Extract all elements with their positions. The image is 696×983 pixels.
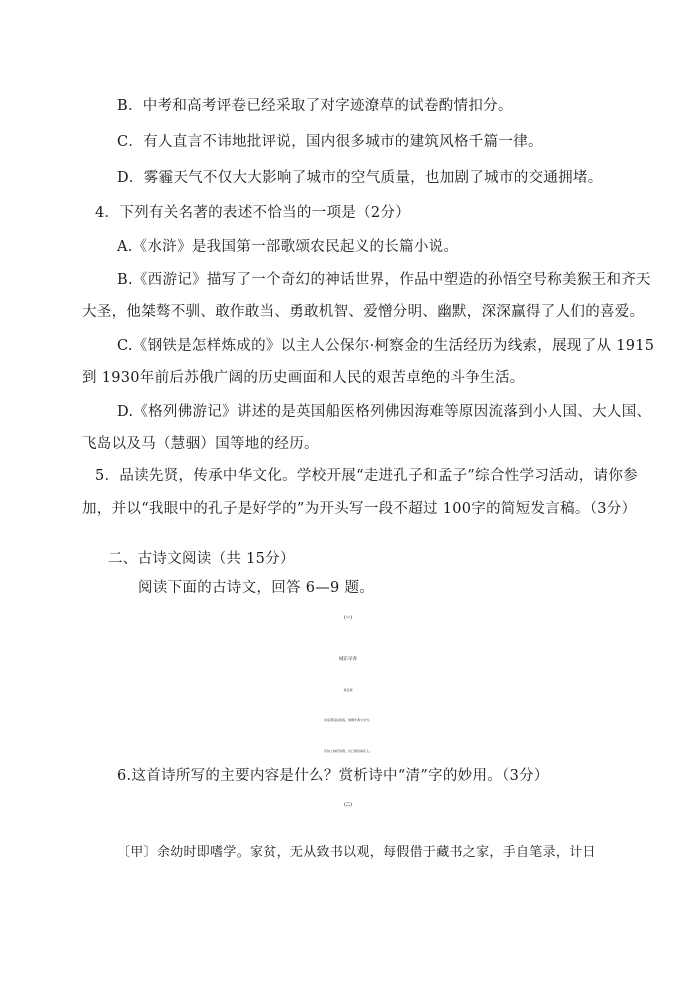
q4-option-c-line1: C.《钢铁是怎样炼成的》以主人公保尔·柯察金的生活经历为线索，展现了从 1915 (117, 338, 655, 354)
q6-question: 6.这首诗所写的主要内容是什么？赏析诗中“清”字的妙用。（3分） (117, 768, 549, 784)
q4-option-d-line1: D.《格列佛游记》讲述的是英国船医格列佛因海难等原因流落到小人国、大人国、 (117, 404, 652, 420)
q4-option-a: A.《水浒》是我国第一部歌颂农民起义的长篇小说。 (117, 239, 459, 255)
q3-option-c: C．有人直言不讳地批评说，国内很多城市的建筑风格千篇一律。 (117, 134, 543, 150)
part1-label: （一） (341, 616, 355, 621)
q4-option-d-line2: 飞岛以及马（慧骃）国等地的经历。 (82, 436, 319, 452)
q5-line1: 5．品读先贤，传承中华文化。学校开展“走进孔子和孟子”综合性学习活动，请你参 (95, 468, 638, 484)
q3-option-d: D．雾霾天气不仅大大影响了城市的空气质量，也加剧了城市的交通拥堵。 (117, 170, 603, 186)
passage-start: 〔甲〕余幼时即嗜学。家贫，无从致书以观，每假借于藏书之家，手自笔录，计日 (117, 845, 596, 860)
q4-option-b-line2: 大圣，他桀骜不驯、敢作敢当、勇敢机智、爱憎分明、幽默，深深赢得了人们的喜爱。 (82, 304, 645, 320)
poem-line-2: 若待上林花似锦，出门俱是看花人。 (323, 749, 372, 753)
q4-option-b-line1: B.《西游记》描写了一个奇幻的神话世界，作品中塑造的孙悟空号称美猴王和齐天 (117, 272, 651, 288)
part2-label: （二） (341, 803, 355, 808)
q4-option-c-line2: 到 1930年前后苏俄广阔的历史画面和人民的艰苦卓绝的斗争生活。 (82, 370, 525, 386)
section2-heading: 二、古诗文阅读（共 15分） (108, 551, 295, 567)
q5-line2: 加，并以“我眼中的孔子是好学的”为开头写一段不超过 100字的简短发言稿。（3分） (82, 501, 637, 517)
section2-instruction: 阅读下面的古诗文，回答 6—9 题。 (138, 580, 375, 596)
q3-option-b: B．中考和高考评卷已经采取了对字迹潦草的试卷酌情扣分。 (117, 98, 513, 114)
q4-stem: 4．下列有关名著的表述不恰当的一项是（2分） (95, 205, 411, 221)
poem-title: 城东早春 (339, 657, 357, 662)
poem-line-1: 诗家清景在新春，绿柳才黄半未匀。 (323, 718, 372, 722)
poem-author: 杨巨源 (343, 688, 353, 692)
